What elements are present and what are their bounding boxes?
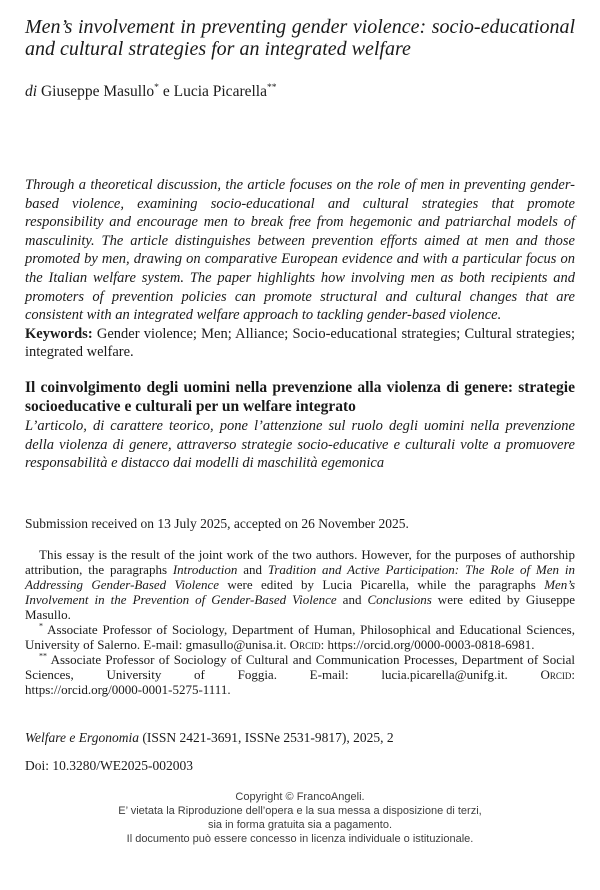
- text-segment: **: [266, 81, 277, 93]
- footnote-author-picarella: [25, 652, 575, 697]
- keywords-line: [25, 325, 575, 362]
- text-segment: (ISSN 2421-3691, ISSNe 2531-9817), 2025, 2: [139, 729, 394, 745]
- text-segment: and: [237, 561, 268, 577]
- text-segment: :: [320, 636, 328, 652]
- text-segment: and: [336, 591, 368, 607]
- footer-copyright-line: Copyright © FrancoAngeli.: [235, 790, 365, 803]
- abstract-english: Through a theoretical discussion, the article focuses on the role of men in preventing gender-based violence, examining socio-educational and cultural strategies that promote responsibility and encourage men to break free from hegemonic and patriarchal models of masculinity. The article distinguishes between prevention efforts aimed at men and those promoted by men, drawing on comparative European evidence and with a particular focus on the Italian welfare system. The paper highlights how involving men as both recipients and promoters of prevention policies can promote structural and cultural changes that are consistent with an integrated welfare approach to tackling gender-based violence.: [25, 177, 575, 324]
- text-segment: **: [39, 651, 48, 661]
- footer-license-line: Il documento può essere concesso in licenza individuale o istituzionale.: [126, 832, 474, 845]
- text-segment: *: [39, 621, 44, 631]
- footnotes-section: [25, 547, 575, 697]
- text-segment: e Lucia Picarella: [158, 83, 267, 100]
- footer-prohibition-line: E’ vietata la Riproduzione dell’opera e la sua messa a disposizione di terzi,: [118, 804, 482, 817]
- text-segment: Orcid: [540, 666, 572, 682]
- article-title: Men’s involvement in preventing gender violence: socio-educational and cultural strategies for an integrated welfare: [25, 16, 575, 60]
- text-segment: di: [25, 83, 41, 100]
- article-title-italian: Il coinvolgimento degli uomini nella prevenzione alla violenza di genere: strategie socioeducative e culturali per un welfare integrato: [25, 378, 575, 416]
- text-segment: Introduction: [172, 561, 238, 577]
- submission-dates-note: Submission received on 13 July 2025, accepted on 26 November 2025.: [25, 515, 409, 531]
- byline: [25, 82, 575, 102]
- text-segment: Conclusions: [367, 591, 432, 607]
- text-segment: Men’s Involvement in the Prevention of Gender-Based Violence: [25, 576, 575, 607]
- text-segment: Associate Professor of Sociology, Department of Human, Philosophical and Educational Sciences, University of Salerno. E-mail: gmasullo@unisa.it.: [25, 621, 575, 652]
- text-segment: Orcid: [289, 636, 321, 652]
- footnote-author-masullo: [25, 622, 575, 652]
- text-segment: Keywords:: [25, 325, 93, 342]
- text-segment: Gender violence; Men; Alliance; Socio-educational strategies; Cultural strategies; integrated welfare.: [25, 325, 575, 361]
- text-segment: https://orcid.org/0000-0001-5275-1111.: [25, 681, 231, 697]
- text-segment: Welfare e Ergonomia: [25, 729, 139, 745]
- footer-payment-line: sia in forma gratuita sia a pagamento.: [207, 818, 393, 831]
- abstract-italian: L’articolo, di carattere teorico, pone l’attenzione sul ruolo degli uomini nella prevenzione della violenza di genere, attraverso strategie socio-educative e culturali volte a promuovere responsabilità e distacco dai modelli di maschilità egemonica: [25, 417, 575, 472]
- text-segment: This essay is the result of the joint work of the two authors. However, for the purposes of authorship attribution, the paragraphs: [25, 546, 575, 577]
- text-segment: *: [154, 81, 159, 93]
- italian-abstract-block: [25, 378, 575, 473]
- copyright-footer: [25, 790, 575, 846]
- text-segment: Tradition and Active Participation: The Role of Men in Addressing Gender-Based Violence: [25, 561, 575, 592]
- text-segment: Associate Professor of Sociology of Cultural and Communication Processes, Department of Social Sciences, University of Foggia. E-mail: lucia.picarella@unifg.it.: [25, 651, 575, 682]
- text-segment: were edited by Giuseppe Masullo.: [25, 591, 575, 622]
- journal-issue-info: [25, 729, 575, 746]
- text-segment: https://orcid.org/0000-0003-0818-6981.: [327, 636, 535, 652]
- doi-line: Doi: 10.3280/WE2025-002003: [25, 757, 193, 773]
- footnote-authorship-attribution: [25, 547, 575, 622]
- text-segment: were edited by Lucia Picarella, while the paragraphs: [219, 576, 545, 592]
- english-abstract-block: [25, 176, 575, 362]
- text-segment: Giuseppe Masullo: [40, 83, 155, 100]
- text-segment: :: [571, 666, 575, 682]
